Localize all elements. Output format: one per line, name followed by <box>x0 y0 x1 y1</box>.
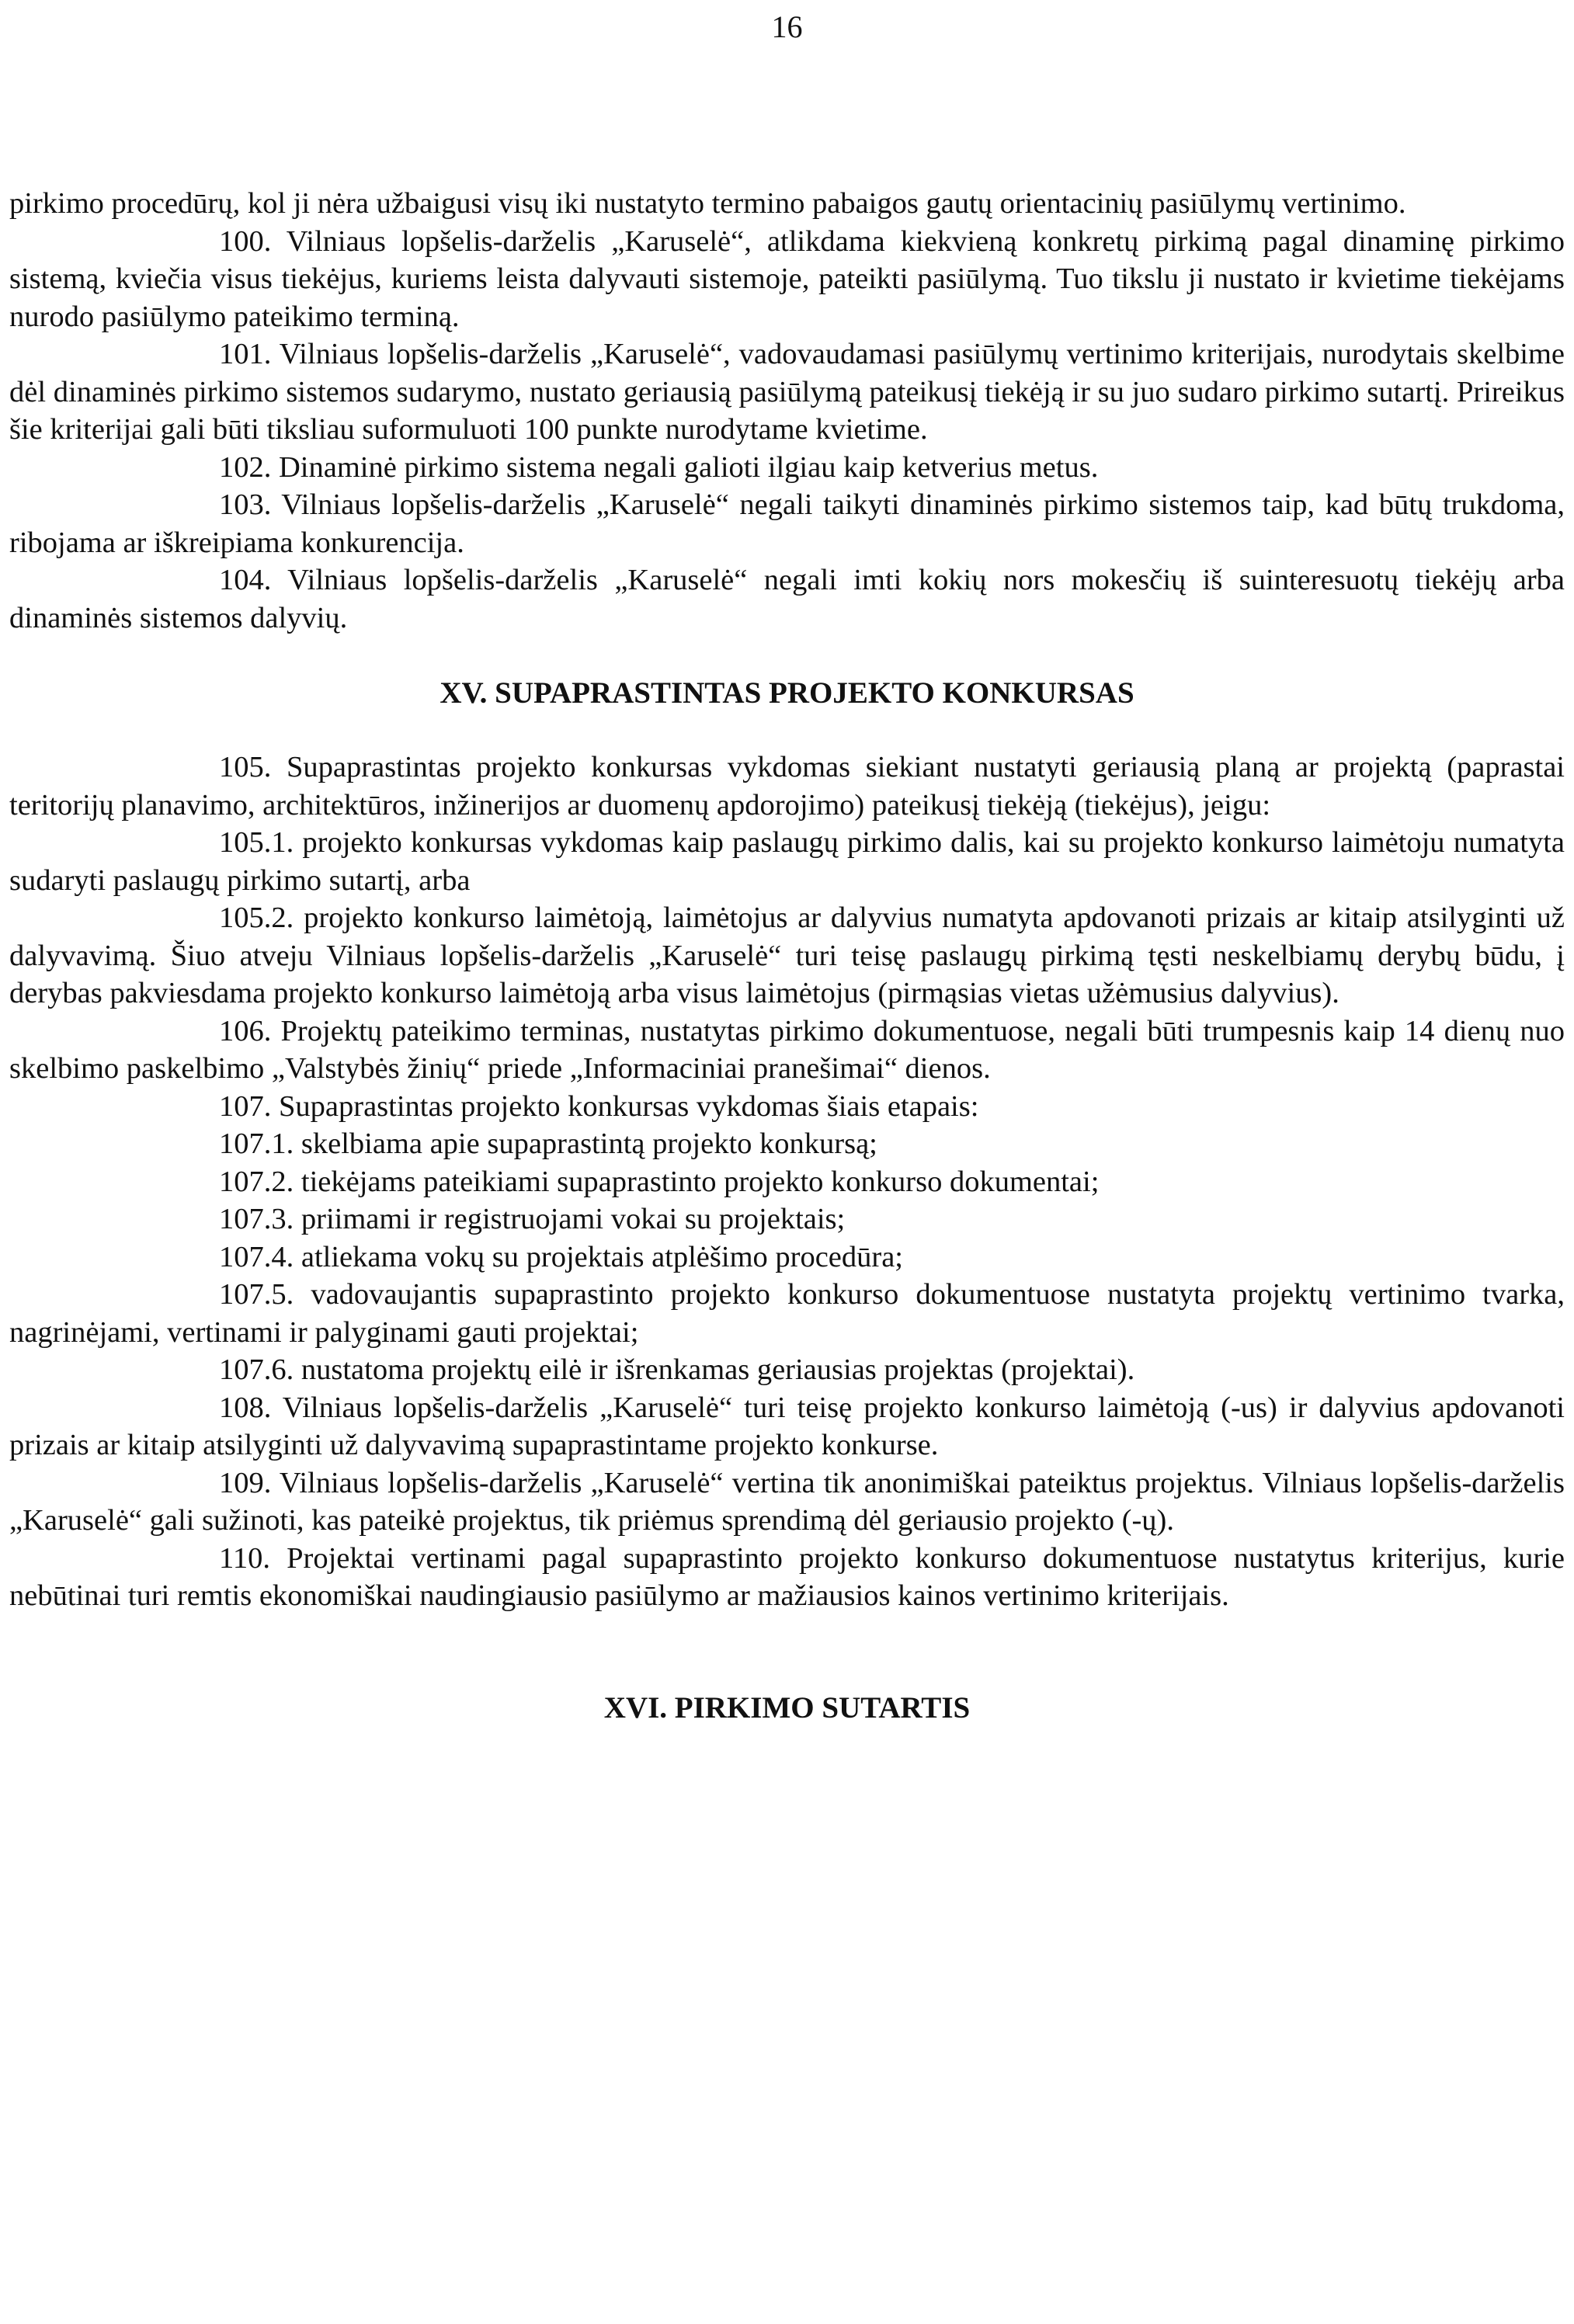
paragraph-107-6: 107.6. nustatoma projektų eilė ir išrenkamas geriausias projektas (projektai). <box>219 1353 1135 1386</box>
paragraph-101: 101. Vilniaus lopšelis-darželis „Karuselė“, vadovaudamasi pasiūlymų vertinimo kriterijais, nurodytais skelbime dėl dinaminės pirkimo sistemos sudarymo, nustato geriausią pasiūlymą pateikusį tiekėją ir su juo sudaro pirkimo sutartį. Prireikus šie kriterijai gali būti tiksliau suformuluoti 100 punkte nurodytame kvietime. <box>9 338 1565 446</box>
paragraph-107-5: 107.5. vadovaujantis supaprastinto projekto konkurso dokumentuose nustatyta projektų vertinimo tvarka, nagrinėjami, vertinami ir palyginami gauti projektai; <box>9 1278 1565 1349</box>
section-heading-xv: XV. SUPAPRASTINTAS PROJEKTO KONKURSAS <box>440 676 1134 710</box>
paragraph-103: 103. Vilniaus lopšelis-darželis „Karuselė“ negali taikyti dinaminės pirkimo sistemos taip, kad būtų trukdoma, ribojama ar iškreipiama konkurencija. <box>9 488 1565 559</box>
paragraph-110: 110. Projektai vertinami pagal supaprastinto projekto konkurso dokumentuose nustatytus kriterijus, kurie nebūtinai turi remtis ekonomiškai naudingiausio pasiūlymo ar mažiausios kainos vertinimo kriterijais. <box>9 1541 1565 1612</box>
paragraph-107-1: 107.1. skelbiama apie supaprastintą projekto konkursą; <box>219 1127 877 1160</box>
paragraph-105: 105. Supaprastintas projekto konkursas vykdomas siekiant nustatyti geriausią planą ar projektą (paprastai teritorijų planavimo, architektūros, inžinerijos ar duomenų apdorojimo) pateikusį tiekėją (tiekėjus), jeigu: <box>9 751 1565 822</box>
paragraph-108: 108. Vilniaus lopšelis-darželis „Karuselė“ turi teisę projekto konkurso laimėtoją (-us) ir dalyvius apdovanoti prizais ar kitaip atsilyginti už dalyvavimą supaprastintame projekto konkurse. <box>9 1391 1565 1461</box>
paragraph-105-2: 105.2. projekto konkurso laimėtoją, laimėtojus ar dalyvius numatyta apdovanoti prizais ar kitaip atsilyginti už dalyvavimą. Šiuo atveju Vilniaus lopšelis-darželis „Karuselė“ turi teisę paslaugų pirkimą tęsti neskelbiamų derybų būdu, į derybas pakviesdama projekto konkurso laimėtoją arba visus laimėtojus (pirmąsias vietas užėmusius dalyvius). <box>9 901 1565 1009</box>
paragraph-109: 109. Vilniaus lopšelis-darželis „Karuselė“ vertina tik anonimiškai pateiktus projektus. Vilniaus lopšelis-darželis „Karuselė“ gali sužinoti, kas pateikė projektus, tik priėmus sprendimą dėl geriausio projekto (-ų). <box>9 1466 1565 1537</box>
paragraph-107-2: 107.2. tiekėjams pateikiami supaprastinto projekto konkurso dokumentai; <box>219 1165 1100 1198</box>
paragraph-100: 100. Vilniaus lopšelis-darželis „Karuselė“, atlikdama kiekvieną konkretų pirkimą pagal dinaminę pirkimo sistemą, kviečia visus tiekėjus, kuriems leista dalyvauti sistemoje, pateikti pasiūlymą. Tuo tikslu ji nustato ir kvietime tiekėjams nurodo pasiūlymo pateikimo terminą. <box>9 224 1565 333</box>
paragraph-107-4: 107.4. atliekama vokų su projektais atplėšimo procedūra; <box>219 1240 903 1273</box>
section-heading-xvi: XVI. PIRKIMO SUTARTIS <box>603 1690 971 1725</box>
page-number: 16 <box>771 9 803 44</box>
paragraph-102: 102. Dinaminė pirkimo sistema negali galioti ilgiau kaip ketverius metus. <box>219 450 1099 484</box>
document-body <box>9 185 1565 1763</box>
paragraph-106: 106. Projektų pateikimo terminas, nustatytas pirkimo dokumentuose, negali būti trumpesnis kaip 14 dienų nuo skelbimo paskelbimo „Valstybės žinių“ priede „Informaciniai pranešimai“ dienos. <box>9 1014 1565 1085</box>
paragraph-continuation: pirkimo procedūrų, kol ji nėra užbaigusi visų iki nustatyto termino pabaigos gautų orientacinių pasiūlymų vertinimo. <box>9 187 1406 220</box>
paragraph-105-1: 105.1. projekto konkursas vykdomas kaip paslaugų pirkimo dalis, kai su projekto konkurso laimėtoju numatyta sudaryti paslaugų pirkimo sutartį, arba <box>9 826 1565 897</box>
paragraph-104: 104. Vilniaus lopšelis-darželis „Karuselė“ negali imti kokių nors mokesčių iš suinteresuotų tiekėjų arba dinaminės sistemos dalyvių. <box>9 564 1565 634</box>
paragraph-107: 107. Supaprastintas projekto konkursas vykdomas šiais etapais: <box>219 1089 979 1123</box>
paragraph-107-3: 107.3. priimami ir registruojami vokai su projektais; <box>219 1203 846 1235</box>
